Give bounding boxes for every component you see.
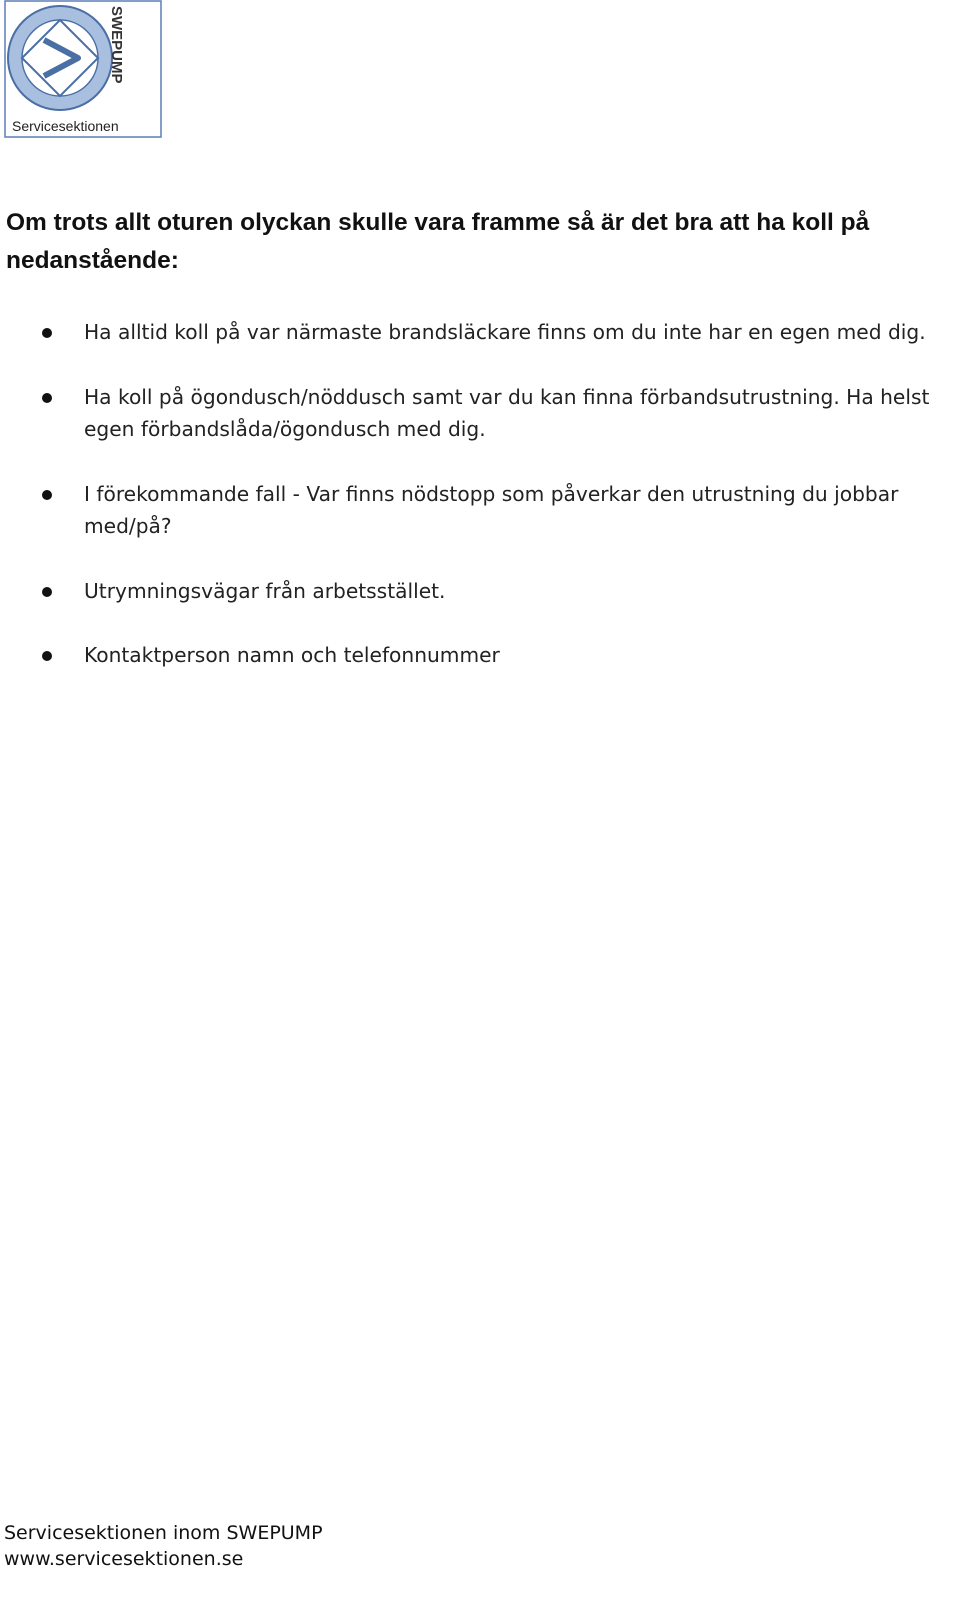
list-item bbox=[0, 575, 960, 608]
bullet-icon bbox=[42, 393, 52, 403]
bullet-icon bbox=[42, 587, 52, 597]
footer-organization: Servicesektionen inom SWEPUMP bbox=[4, 1522, 323, 1544]
list-item-text: Ha koll på ögondusch/nöddusch samt var du kan finna förbandsutrustning. Ha helst egen förbandslåda/ögondusch med dig. bbox=[84, 384, 930, 441]
swepump-logo-graphic bbox=[4, 0, 164, 140]
list-item-text: I förekommande fall - Var finns nödstopp som påverkar den utrustning du jobbar med/på? bbox=[84, 481, 899, 538]
list-item bbox=[0, 639, 960, 672]
swepump-logo bbox=[4, 0, 164, 140]
list-item bbox=[0, 478, 960, 543]
logo-caption-text: Servicesektionen bbox=[12, 118, 119, 134]
page-footer bbox=[4, 1520, 323, 1572]
list-item bbox=[0, 316, 960, 349]
page-heading: Om trots allt oturen olyckan skulle vara framme så är det bra att ha koll på nedanstående: bbox=[6, 209, 870, 274]
bullet-icon bbox=[42, 651, 52, 661]
list-item-text: Utrymningsvägar från arbetsstället. bbox=[84, 578, 446, 603]
footer-website-link[interactable]: www.servicesektionen.se bbox=[4, 1548, 244, 1570]
list-item-text: Ha alltid koll på var närmaste brandsläckare finns om du inte har en egen med dig. bbox=[84, 320, 926, 344]
list-item bbox=[0, 381, 960, 446]
bullet-icon bbox=[42, 490, 52, 500]
bullet-list bbox=[0, 316, 960, 704]
logo-brand-text: SWEPUMP bbox=[108, 6, 125, 84]
list-item-text: Kontaktperson namn och telefonnummer bbox=[84, 643, 500, 667]
bullet-icon bbox=[42, 328, 52, 338]
